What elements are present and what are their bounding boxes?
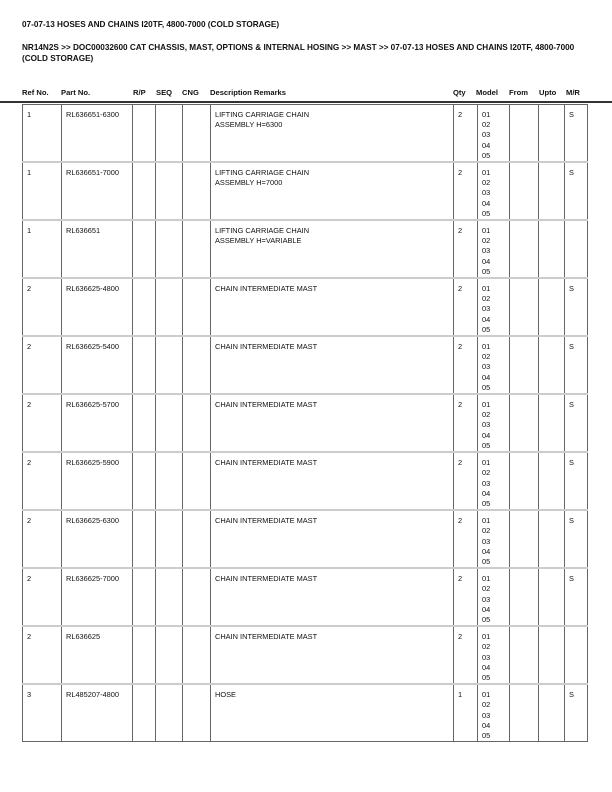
- part-no-cell: RL636625-5700: [62, 394, 133, 452]
- rp-cell: [133, 452, 156, 510]
- model-cell: 01 02 03 04 05: [478, 510, 510, 568]
- description-cell: CHAIN INTERMEDIATE MAST: [211, 452, 454, 510]
- col-seq: SEQ: [156, 88, 173, 97]
- breadcrumb: NR14N2S >> DOC00032600 CAT CHASSIS, MAST, OPTIONS & INTERNAL HOSING >> MAST >> 07-07-13 HOSES AND CHAINS I20TF, 4800-7000 (COLD STORAGE): [22, 43, 575, 63]
- model-cell: 01 02 03 04 05: [478, 394, 510, 452]
- parts-table: [22, 104, 588, 742]
- from-cell: [510, 105, 539, 163]
- table-row: [23, 626, 588, 684]
- ref-cell: 2: [23, 568, 62, 626]
- seq-cell: [156, 452, 183, 510]
- from-cell: [510, 336, 539, 394]
- model-cell: 01 02 03 04 05: [478, 220, 510, 278]
- table-row: [23, 568, 588, 626]
- mr-cell: S: [565, 452, 588, 510]
- cng-cell: [183, 220, 211, 278]
- rp-cell: [133, 626, 156, 684]
- upto-cell: [539, 105, 565, 163]
- ref-cell: 1: [23, 105, 62, 163]
- model-cell: 01 02 03 04 05: [478, 336, 510, 394]
- qty-cell: 2: [454, 162, 478, 220]
- ref-cell: 1: [23, 162, 62, 220]
- seq-cell: [156, 510, 183, 568]
- model-cell: 01 02 03 04 05: [478, 162, 510, 220]
- qty-cell: 1: [454, 684, 478, 742]
- table-row: [23, 510, 588, 568]
- from-cell: [510, 394, 539, 452]
- seq-cell: [156, 626, 183, 684]
- model-cell: 01 02 03 04 05: [478, 278, 510, 336]
- cng-cell: [183, 105, 211, 163]
- rp-cell: [133, 220, 156, 278]
- rp-cell: [133, 105, 156, 163]
- part-no-cell: RL636625-5400: [62, 336, 133, 394]
- seq-cell: [156, 684, 183, 742]
- seq-cell: [156, 568, 183, 626]
- model-cell: 01 02 03 04 05: [478, 568, 510, 626]
- part-no-cell: RL636625: [62, 626, 133, 684]
- qty-cell: 2: [454, 105, 478, 163]
- rp-cell: [133, 336, 156, 394]
- from-cell: [510, 568, 539, 626]
- col-from: From: [509, 88, 528, 97]
- cng-cell: [183, 162, 211, 220]
- table-row: [23, 220, 588, 278]
- qty-cell: 2: [454, 278, 478, 336]
- col-ref: Ref No.: [22, 88, 49, 97]
- description-cell: CHAIN INTERMEDIATE MAST: [211, 336, 454, 394]
- cng-cell: [183, 336, 211, 394]
- col-qty: Qty: [453, 88, 466, 97]
- part-no-cell: RL485207-4800: [62, 684, 133, 742]
- col-upto: Upto: [539, 88, 557, 97]
- upto-cell: [539, 220, 565, 278]
- upto-cell: [539, 394, 565, 452]
- description-cell: LIFTING CARRIAGE CHAIN ASSEMBLY H=6300: [211, 105, 454, 163]
- description-cell: LIFTING CARRIAGE CHAIN ASSEMBLY H=VARIABLE: [211, 220, 454, 278]
- col-cng: CNG: [182, 88, 199, 97]
- seq-cell: [156, 336, 183, 394]
- header-divider: [0, 101, 612, 103]
- from-cell: [510, 220, 539, 278]
- col-mr: M/R: [566, 88, 580, 97]
- mr-cell: [565, 626, 588, 684]
- upto-cell: [539, 162, 565, 220]
- table-row: [23, 105, 588, 163]
- qty-cell: 2: [454, 626, 478, 684]
- from-cell: [510, 626, 539, 684]
- model-cell: 01 02 03 04 05: [478, 684, 510, 742]
- upto-cell: [539, 452, 565, 510]
- seq-cell: [156, 278, 183, 336]
- mr-cell: S: [565, 684, 588, 742]
- table-row: [23, 452, 588, 510]
- cng-cell: [183, 568, 211, 626]
- cng-cell: [183, 626, 211, 684]
- rp-cell: [133, 510, 156, 568]
- ref-cell: 2: [23, 452, 62, 510]
- cng-cell: [183, 452, 211, 510]
- part-no-cell: RL636651-7000: [62, 162, 133, 220]
- from-cell: [510, 162, 539, 220]
- mr-cell: S: [565, 162, 588, 220]
- page-title: 07-07-13 HOSES AND CHAINS I20TF, 4800-7000 (COLD STORAGE): [22, 20, 280, 29]
- rp-cell: [133, 568, 156, 626]
- seq-cell: [156, 105, 183, 163]
- from-cell: [510, 510, 539, 568]
- col-model: Model: [476, 88, 498, 97]
- description-cell: CHAIN INTERMEDIATE MAST: [211, 394, 454, 452]
- table-row: [23, 394, 588, 452]
- mr-cell: [565, 220, 588, 278]
- table-row: [23, 278, 588, 336]
- model-cell: 01 02 03 04 05: [478, 452, 510, 510]
- table-row: [23, 684, 588, 742]
- ref-cell: 1: [23, 220, 62, 278]
- mr-cell: S: [565, 105, 588, 163]
- description-cell: HOSE: [211, 684, 454, 742]
- rp-cell: [133, 394, 156, 452]
- part-no-cell: RL636625-5900: [62, 452, 133, 510]
- mr-cell: S: [565, 510, 588, 568]
- mr-cell: S: [565, 278, 588, 336]
- ref-cell: 2: [23, 510, 62, 568]
- mr-cell: S: [565, 568, 588, 626]
- qty-cell: 2: [454, 394, 478, 452]
- qty-cell: 2: [454, 336, 478, 394]
- rp-cell: [133, 278, 156, 336]
- rp-cell: [133, 162, 156, 220]
- from-cell: [510, 684, 539, 742]
- description-cell: CHAIN INTERMEDIATE MAST: [211, 510, 454, 568]
- qty-cell: 2: [454, 568, 478, 626]
- upto-cell: [539, 510, 565, 568]
- seq-cell: [156, 162, 183, 220]
- description-cell: CHAIN INTERMEDIATE MAST: [211, 568, 454, 626]
- rp-cell: [133, 684, 156, 742]
- from-cell: [510, 452, 539, 510]
- model-cell: 01 02 03 04 05: [478, 105, 510, 163]
- upto-cell: [539, 568, 565, 626]
- qty-cell: 2: [454, 510, 478, 568]
- part-no-cell: RL636625-6300: [62, 510, 133, 568]
- model-cell: 01 02 03 04 05: [478, 626, 510, 684]
- seq-cell: [156, 220, 183, 278]
- part-no-cell: RL636651-6300: [62, 105, 133, 163]
- mr-cell: S: [565, 394, 588, 452]
- part-no-cell: RL636625-7000: [62, 568, 133, 626]
- mr-cell: S: [565, 336, 588, 394]
- qty-cell: 2: [454, 220, 478, 278]
- description-cell: CHAIN INTERMEDIATE MAST: [211, 626, 454, 684]
- ref-cell: 3: [23, 684, 62, 742]
- upto-cell: [539, 278, 565, 336]
- part-no-cell: RL636651: [62, 220, 133, 278]
- ref-cell: 2: [23, 394, 62, 452]
- ref-cell: 2: [23, 336, 62, 394]
- cng-cell: [183, 394, 211, 452]
- ref-cell: 2: [23, 626, 62, 684]
- col-part: Part No.: [61, 88, 91, 97]
- upto-cell: [539, 684, 565, 742]
- cng-cell: [183, 278, 211, 336]
- cng-cell: [183, 510, 211, 568]
- table-row: [23, 162, 588, 220]
- upto-cell: [539, 626, 565, 684]
- description-cell: CHAIN INTERMEDIATE MAST: [211, 278, 454, 336]
- part-no-cell: RL636625-4800: [62, 278, 133, 336]
- upto-cell: [539, 336, 565, 394]
- ref-cell: 2: [23, 278, 62, 336]
- col-rp: R/P: [133, 88, 146, 97]
- from-cell: [510, 278, 539, 336]
- description-cell: LIFTING CARRIAGE CHAIN ASSEMBLY H=7000: [211, 162, 454, 220]
- seq-cell: [156, 394, 183, 452]
- cng-cell: [183, 684, 211, 742]
- table-row: [23, 336, 588, 394]
- qty-cell: 2: [454, 452, 478, 510]
- col-desc: Description Remarks: [210, 88, 286, 97]
